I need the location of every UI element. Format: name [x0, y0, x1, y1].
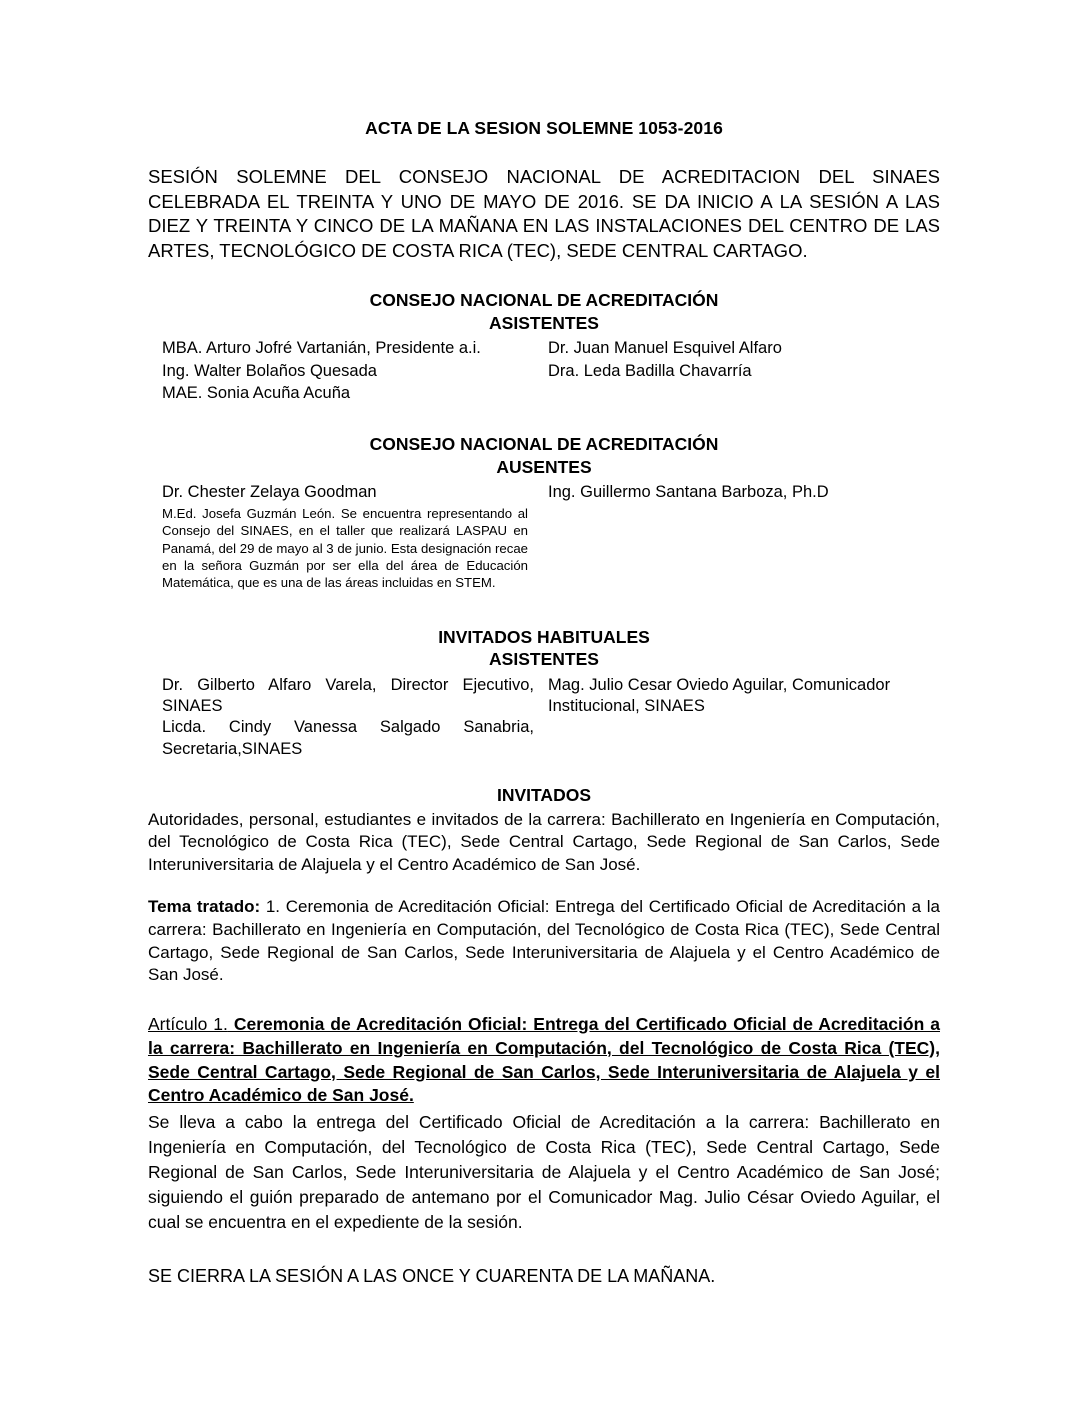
articulo-body: Se lleva a cabo la entrega del Certificado Oficial de Acreditación a la carrera: Bachillerato en Ingeniería en Computación, del Tecnológico de Costa Rica (TEC), Sede Central Cartago, Sede Regional de San Carlos, Sede Interuniversitaria de Alajuela y el Centro Académico de San José; siguiendo el guión preparado de antemano por el Comunicador Mag. Julio César Oviedo Aguilar, el cual se encuentra en el expediente de la sesión.	[148, 1112, 940, 1232]
consejo-ausentes-right-column	[544, 482, 940, 592]
invitados-habituales-right-column	[544, 675, 940, 761]
section-invitados-habituales-heading	[148, 626, 940, 671]
ausente-note-lead: M.Ed. Josefa Guzmán León.	[162, 505, 336, 521]
articulo-heading-text: Ceremonia de Acreditación Oficial: Entrega del Certificado Oficial de Acreditación a la carrera: Bachillerato en Ingeniería en Computación, del Tecnológico de Costa Rica (TEC), Sede Central Cartago, Sede Regional de San Carlos, Sede Interuniversitaria de Alajuela y el Centro Académico de San José.	[148, 1014, 940, 1106]
section-consejo-ausentes-heading	[148, 433, 940, 478]
list-item: Ing. Walter Bolaños Quesada	[162, 361, 377, 380]
list-item: Dr. Chester Zelaya Goodman	[162, 483, 377, 502]
consejo-asistentes-left-column	[148, 338, 544, 405]
ausente-note-text: Se encuentra representando al Consejo del SINAES, en el taller que realizará LASPAU en Panamá, del 29 de mayo al 3 de junio. Esta designación recae en la señora Guzmán por ser ella del área de Educación Matemática, que es una de las áreas incluidas en STEM.	[162, 505, 528, 591]
tema-label: Tema tratado:	[148, 897, 261, 917]
list-item: Ing. Guillermo Santana Barboza, Ph.D	[548, 483, 829, 502]
articulo-1	[148, 1013, 940, 1234]
invitados-title: INVITADOS	[497, 785, 591, 806]
intro-paragraph: SESIÓN SOLEMNE DEL CONSEJO NACIONAL DE ACREDITACION DEL SINAES CELEBRADA EL TREINTA Y UNO DE MAYO DE 2016. SE DA INICIO A LA SESIÓN A LAS DIEZ Y TREINTA Y CINCO DE LA MAÑANA EN LAS INSTALACIONES DEL CENTRO DE LAS ARTES, TECNOLÓGICO DE COSTA RICA (TEC), SEDE CENTRAL CARTAGO.	[148, 166, 940, 261]
invitados-habituales-subtitle: ASISTENTES	[489, 649, 599, 670]
tema-tratado	[148, 896, 940, 987]
invitados-habituales-left-column	[148, 675, 544, 761]
ausente-note	[162, 505, 534, 592]
consejo-asistentes-columns	[148, 338, 940, 405]
list-item: Dr. Juan Manuel Esquivel Alfaro	[548, 339, 782, 358]
page-title: ACTA DE LA SESION SOLEMNE 1053-2016	[365, 118, 723, 138]
list-item: Mag. Julio Cesar Oviedo Aguilar, Comunicador Institucional, SINAES	[548, 675, 891, 716]
tema-text: 1. Ceremonia de Acreditación Oficial: Entrega del Certificado Oficial de Acreditación a la carrera: Bachillerato en Ingeniería en Computación, del Tecnológico de Costa Rica (TEC), Sede Central Cartago, Sede Regional de San Carlos, Sede Interuniversitaria de Alajuela y el Centro Académico de San José.	[148, 897, 940, 985]
articulo-heading	[148, 1013, 940, 1108]
list-item: Dr. Gilberto Alfaro Varela, Director Ejecutivo, SINAES	[162, 675, 534, 716]
consejo-ausentes-columns	[148, 482, 940, 592]
consejo-asistentes-right-column	[544, 338, 940, 405]
invitados-habituales-columns	[148, 675, 940, 761]
consejo-asistentes-title: CONSEJO NACIONAL DE ACREDITACIÓN	[369, 290, 719, 311]
consejo-ausentes-left-column	[148, 482, 544, 592]
list-item: Licda. Cindy Vanessa Salgado Sanabria, Secretaria,SINAES	[162, 718, 534, 758]
section-invitados-heading	[148, 784, 940, 806]
list-item: MBA. Arturo Jofré Vartanián, Presidente a.i.	[162, 339, 481, 358]
consejo-ausentes-subtitle: AUSENTES	[496, 456, 592, 477]
invitados-habituales-title: INVITADOS HABITUALES	[438, 626, 650, 647]
list-item: Dra. Leda Badilla Chavarría	[548, 361, 752, 380]
articulo-lead: Artículo 1.	[148, 1014, 228, 1035]
list-item: MAE. Sonia Acuña Acuña	[162, 384, 351, 403]
consejo-ausentes-title: CONSEJO NACIONAL DE ACREDITACIÓN	[369, 434, 719, 455]
invitados-text: Autoridades, personal, estudiantes e invitados de la carrera: Bachillerato en Ingeniería en Computación, del Tecnológico de Costa Rica (TEC), Sede Central Cartago, Sede Regional de San Carlos, Sede Interuniversitaria de Alajuela y el Centro Académico de San José.	[148, 809, 940, 874]
closing-statement: SE CIERRA LA SESIÓN A LAS ONCE Y CUARENTA DE LA MAÑANA.	[148, 1265, 716, 1286]
section-consejo-asistentes-heading	[148, 289, 940, 334]
consejo-asistentes-subtitle: ASISTENTES	[489, 312, 599, 333]
